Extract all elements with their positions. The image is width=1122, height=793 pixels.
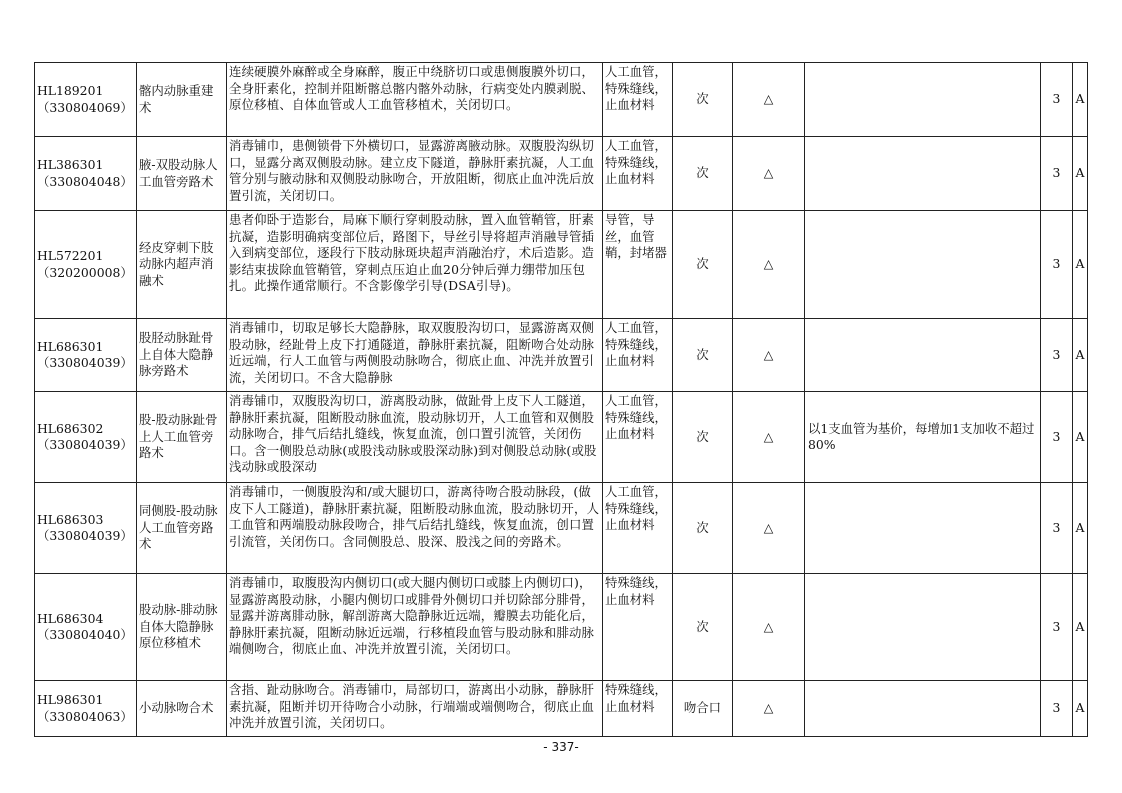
item-code: HL986301 （330804063） — [35, 681, 137, 737]
pricing-unit: 次 — [673, 211, 733, 319]
hospital-level: 3 — [1041, 63, 1073, 137]
table-row — [35, 681, 1088, 737]
item-content: 患者仰卧于造影台，局麻下顺行穿刺股动脉，置入血管鞘管，肝素抗凝，造影明确病变部位后，路图下，导丝引导将超声消融导管插入到病变部位，逐段行下肢动脉斑块超声消融治疗，术后造影。造影结束拔除血管鞘管，穿刺点压迫止血20分钟后弹力绷带加压包扎。此操作通常顺行。不含影像学引导(DSA引导)。 — [227, 211, 603, 319]
item-note — [805, 63, 1041, 137]
item-class: A — [1073, 319, 1088, 392]
price-mark: △ — [733, 63, 805, 137]
item-class: A — [1073, 137, 1088, 211]
excluded-materials: 人工血管，特殊缝线，止血材料 — [603, 63, 673, 137]
table-row — [35, 137, 1088, 211]
table-row — [35, 483, 1088, 574]
item-content-text: 消毒铺巾，切取足够长大隐静脉，取双腹股沟切口，显露游离双侧股动脉，经趾骨上皮下打通隧道，静脉肝素抗凝，阻断吻合处动脉近远端，行人工血管与两侧股动脉吻合，彻底止血、冲洗并放置引流，关闭切口。不含大隐静脉 — [229, 320, 595, 385]
pricing-unit: 次 — [673, 574, 733, 681]
excluded-materials: 特殊缝线，止血材料 — [603, 681, 673, 737]
item-content: 消毒铺巾，患侧锁骨下外横切口，显露游离腋动脉。双腹股沟纵切口，显露分离双侧股动脉。建立皮下隧道，静脉肝素抗凝，人工血管分别与腋动脉和双侧股动脉吻合，开放阻断，彻底止血冲洗后放置引流，关闭切口。 — [227, 137, 603, 211]
page-number: - 337- — [543, 740, 579, 754]
pricing-unit: 次 — [673, 392, 733, 483]
table-row — [35, 211, 1088, 319]
item-name: 股胫动脉趾骨上自体大隐静脉旁路术 — [137, 319, 227, 392]
item-class: A — [1073, 392, 1088, 483]
item-note — [805, 574, 1041, 681]
pricing-unit: 次 — [673, 483, 733, 574]
item-name: 股-股动脉趾骨上人工血管旁路术 — [137, 392, 227, 483]
pricing-unit: 次 — [673, 63, 733, 137]
price-mark: △ — [733, 483, 805, 574]
item-name: 腋-双股动脉人工血管旁路术 — [137, 137, 227, 211]
item-class: A — [1073, 211, 1088, 319]
item-name: 髂内动脉重建术 — [137, 63, 227, 137]
item-content: 含指、趾动脉吻合。消毒铺巾，局部切口，游离出小动脉，静脉肝素抗凝，阻断并切开待吻合小动脉，行端端或端侧吻合，彻底止血冲洗并放置引流，关闭切口。 — [227, 681, 603, 737]
item-code: HL686301 （330804039） — [35, 319, 137, 392]
item-name: 经皮穿刺下肢动脉内超声消融术 — [137, 211, 227, 319]
excluded-materials: 导管，导丝，血管鞘，封堵器 — [603, 211, 673, 319]
item-code: HL572201 （320200008） — [35, 211, 137, 319]
item-note — [805, 137, 1041, 211]
item-note: 以1支血管为基价，每增加1支加收不超过80% — [805, 392, 1041, 483]
item-code: HL686303 （330804039） — [35, 483, 137, 574]
item-code: HL189201 （330804069） — [35, 63, 137, 137]
hospital-level: 3 — [1041, 211, 1073, 319]
price-mark: △ — [733, 681, 805, 737]
table-row — [35, 574, 1088, 681]
fee-table — [34, 62, 1088, 737]
hospital-level: 3 — [1041, 681, 1073, 737]
item-note — [805, 211, 1041, 319]
item-content — [227, 319, 603, 392]
excluded-materials: 人工血管，特殊缝线，止血材料 — [603, 483, 673, 574]
table-row — [35, 63, 1088, 137]
hospital-level: 3 — [1041, 319, 1073, 392]
item-name: 同侧股-股动脉人工血管旁路术 — [137, 483, 227, 574]
pricing-unit: 吻合口 — [673, 681, 733, 737]
item-code: HL686302 （330804039） — [35, 392, 137, 483]
price-mark: △ — [733, 319, 805, 392]
item-class: A — [1073, 63, 1088, 137]
table-row — [35, 392, 1088, 483]
excluded-materials: 特殊缝线，止血材料 — [603, 574, 673, 681]
item-content — [227, 392, 603, 483]
item-note — [805, 681, 1041, 737]
hospital-level: 3 — [1041, 574, 1073, 681]
item-content: 消毒铺巾，取腹股沟内侧切口(或大腿内侧切口或膝上内侧切口)，显露游离股动脉，小腿内侧切口或腓骨外侧切口并切除部分腓骨，显露并游离腓动脉，解剖游离大隐静脉近远端，瓣膜去功能化后，静脉肝素抗凝，阻断动脉近远端，行移植段血管与股动脉和腓动脉端侧吻合，彻底止血、冲洗并放置引流，关闭切口。 — [227, 574, 603, 681]
price-mark: △ — [733, 137, 805, 211]
item-note — [805, 483, 1041, 574]
item-class: A — [1073, 681, 1088, 737]
item-name: 股动脉-腓动脉自体大隐静脉原位移植术 — [137, 574, 227, 681]
item-class: A — [1073, 483, 1088, 574]
excluded-materials: 人工血管，特殊缝线，止血材料 — [603, 137, 673, 211]
item-content: 消毒铺巾，一侧腹股沟和/或大腿切口，游离待吻合股动脉段，(做皮下人工隧道)，静脉肝素抗凝，阻断股动脉血流，股动脉切开，人工血管和两端股动脉段吻合，排气后结扎缝线，恢复血流，创口置引流管，关闭伤口。含同侧股总、股深、股浅之间的旁路术。 — [227, 483, 603, 574]
price-mark: △ — [733, 211, 805, 319]
pricing-unit: 次 — [673, 319, 733, 392]
pricing-unit: 次 — [673, 137, 733, 211]
hospital-level: 3 — [1041, 137, 1073, 211]
price-mark: △ — [733, 574, 805, 681]
item-name: 小动脉吻合术 — [137, 681, 227, 737]
item-content: 连续硬膜外麻醉或全身麻醉，腹正中绕脐切口或患侧腹膜外切口，全身肝素化，控制并阻断髂总髂内髂外动脉，行病变处内膜剥脱、原位移植、自体血管或人工血管移植术，关闭切口。 — [227, 63, 603, 137]
excluded-materials: 人工血管，特殊缝线，止血材料 — [603, 319, 673, 392]
excluded-materials: 人工血管，特殊缝线，止血材料 — [603, 392, 673, 483]
item-content-text: 消毒铺巾，双腹股沟切口，游离股动脉，做趾骨上皮下人工隧道，静脉肝素抗凝，阻断股动脉血流，股动脉切开，人工血管和双侧股动脉吻合，排气后结扎缝线，恢复血流，创口置引流管，关闭伤口。含一侧股总动脉(或股浅动脉或股深动脉)到对侧股总动脉(或股浅动脉或股深动 — [229, 393, 597, 474]
item-note — [805, 319, 1041, 392]
price-mark: △ — [733, 392, 805, 483]
hospital-level: 3 — [1041, 483, 1073, 574]
table-row — [35, 319, 1088, 392]
item-class: A — [1073, 574, 1088, 681]
item-code: HL686304 （330804040） — [35, 574, 137, 681]
hospital-level: 3 — [1041, 392, 1073, 483]
item-code: HL386301 （330804048） — [35, 137, 137, 211]
